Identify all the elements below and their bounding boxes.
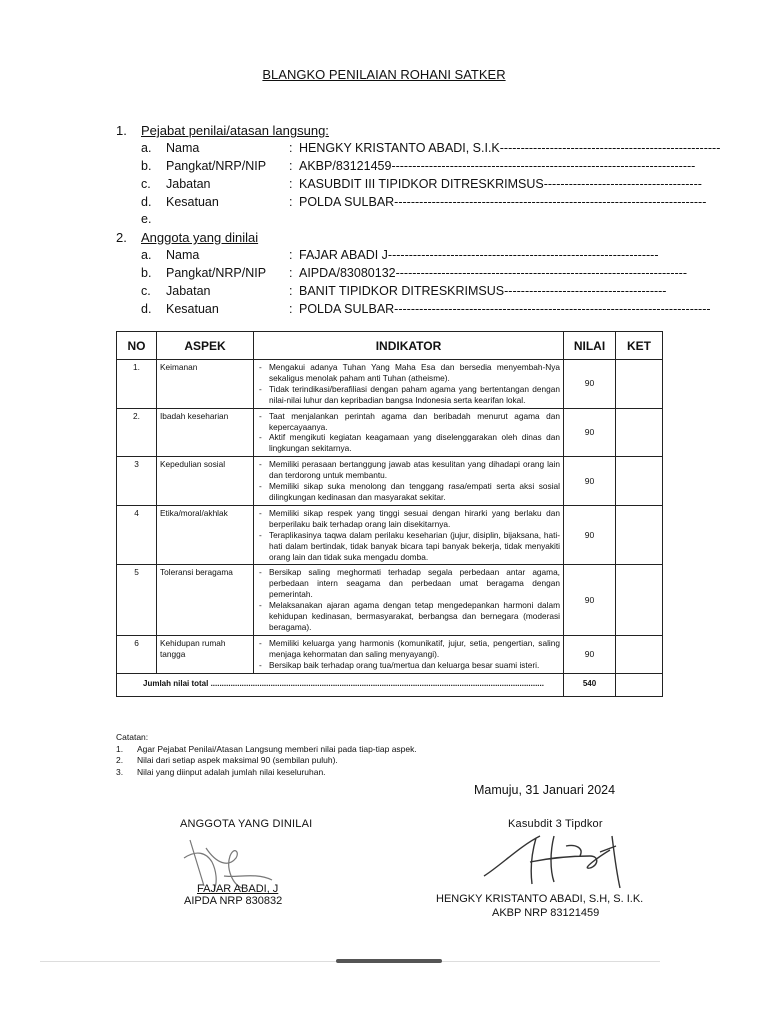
total-label: Jumlah nilai total ...................................................................................................................................................... [117, 673, 564, 696]
table-header-row [117, 332, 663, 360]
table-row [117, 457, 663, 506]
cell-ket [616, 457, 663, 506]
cell-no: 4 [117, 505, 157, 565]
cell-ket [616, 408, 663, 457]
table-row [117, 635, 663, 673]
cell-nilai: 90 [564, 635, 616, 673]
header-nilai: NILAI [564, 332, 616, 360]
indikator-item: - Bersikap baik terhadap orang tua/mertua dan keluarga besar suami isteri. [269, 660, 560, 671]
indikator-item: - Bersikap saling meghormati terhadap segala perbedaan antar agama, perbedaan intern seagama dan perbedaan umat beragama dengan pemerintah. [269, 567, 560, 600]
row-colon: : [289, 284, 293, 298]
row-value: AIPDA/83080132---------------------------------------------------------------------- [299, 266, 687, 280]
note-text: Nilai yang diinput adalah jumlah nilai keseluruhan. [137, 766, 326, 777]
indikator-item: - Taat menjalankan perintah agama dan beribadah menurut agama dan kepercayaanya. [269, 411, 560, 433]
signature-left-label: ANGGOTA YANG DINILAI [180, 818, 313, 830]
cell-ket [616, 635, 663, 673]
row-value: FAJAR ABADI J----------------------------------------------------------------- [299, 248, 659, 262]
place-date: Mamuju, 31 Januari 2024 [474, 783, 616, 797]
footer-mark [336, 959, 442, 963]
notes-heading: Catatan: [116, 732, 149, 742]
cell-nilai: 90 [564, 565, 616, 635]
signature-left-name: FAJAR ABADI, J [197, 883, 279, 895]
section2-heading: Anggota yang dinilai [141, 230, 259, 245]
row-letter: b. [141, 266, 152, 280]
row-label: Pangkat/NRP/NIP [166, 159, 267, 173]
row-label: Nama [166, 248, 200, 262]
row-value: HENGKY KRISTANTO ABADI, S.I.K----------------------------------------------------- [299, 141, 721, 155]
row-label: Kesatuan [166, 195, 219, 209]
cell-aspek: Toleransi beragama [157, 565, 254, 635]
row-letter: a. [141, 141, 152, 155]
assessment-table [116, 331, 663, 697]
indikator-item: - Mengakui adanya Tuhan Yang Maha Esa dan bersedia menyembah-Nya sekaligus menolak paham anti Tuhan (atheisme). [269, 362, 560, 384]
indikator-item: - Memiliki sikap respek yang tinggi sesuai dengan hirarki yang berlaku dan berperilaku baik terhadap orang lain disekitarnya. [269, 508, 560, 530]
row-value: KASUBDIT III TIPIDKOR DITRESKRIMSUS-------------------------------------- [299, 177, 702, 191]
table-row [117, 408, 663, 457]
note-number: 3. [116, 766, 124, 777]
indikator-item: - Aktif mengikuti kegiatan keagamaan yang diselenggarakan oleh dinas dan lingkungan sekitarnya. [269, 432, 560, 454]
row-colon: : [289, 195, 293, 209]
section2-number: 2. [116, 230, 127, 245]
cell-aspek: Kepedulian sosial [157, 457, 254, 506]
section1-number: 1. [116, 123, 127, 138]
header-no: NO [117, 332, 157, 360]
note-item [116, 755, 417, 767]
note-text: Agar Pejabat Penilai/Atasan Langsung memberi nilai pada tiap-tiap aspek. [137, 743, 417, 754]
row-value: BANIT TIPIDKOR DITRESKRIMSUS--------------------------------------- [299, 284, 667, 298]
total-ket [616, 673, 663, 696]
row-colon: : [289, 266, 293, 280]
note-number: 1. [116, 743, 124, 754]
cell-nilai: 90 [564, 408, 616, 457]
cell-aspek: Keimanan [157, 360, 254, 409]
header-ket: KET [616, 332, 663, 360]
notes [116, 732, 417, 778]
cell-ket [616, 505, 663, 565]
row-colon: : [289, 177, 293, 191]
indikator-item: - Memiliki keluarga yang harmonis (komunikatif, jujur, setia, pengertian, saling menjaga kehormatan dan saling menyayangi). [269, 638, 560, 660]
cell-nilai: 90 [564, 360, 616, 409]
cell-indikator [254, 457, 564, 506]
note-item [116, 744, 417, 756]
cell-no: 3 [117, 457, 157, 506]
row-colon: : [289, 302, 293, 316]
row-letter: d. [141, 302, 152, 316]
cell-no: 6 [117, 635, 157, 673]
cell-no: 5 [117, 565, 157, 635]
signature-right-scribble [480, 826, 650, 896]
row-value: POLDA SULBAR--------------------------------------------------------------------------- [299, 195, 707, 209]
row-colon: : [289, 141, 293, 155]
cell-no: 2. [117, 408, 157, 457]
row-label: Jabatan [166, 177, 211, 191]
cell-ket [616, 360, 663, 409]
signature-left-rank: AIPDA NRP 830832 [184, 895, 283, 907]
table-row [117, 505, 663, 565]
total-value: 540 [564, 673, 616, 696]
row-letter: d. [141, 195, 152, 209]
row-letter: c. [141, 177, 151, 191]
row-letter: a. [141, 248, 152, 262]
row-label: Nama [166, 141, 200, 155]
cell-nilai: 90 [564, 505, 616, 565]
row-letter: e. [141, 212, 152, 226]
table-row [117, 360, 663, 409]
row-label: Kesatuan [166, 302, 219, 316]
table-total-row [117, 673, 663, 696]
note-text: Nilai dari setiap aspek maksimal 90 (sembilan puluh). [137, 755, 338, 765]
indikator-item: - Melaksanakan ajaran agama dengan tetap mengedepankan harmoni dalam kehidupan kedinasan, bermasyarakat, berbangsa dan bernegara (moderasi beragama). [269, 600, 560, 633]
table-row [117, 565, 663, 635]
row-colon: : [289, 248, 293, 262]
indikator-item: - Teraplikasinya taqwa dalam perilaku keseharian (jujur, disiplin, bijaksana, hati-hati dalam bertindak, tidak banyak bicara tapi banyak bekerja, tidak menyakiti orang lain dan tidak suka mengadu domba. [269, 530, 560, 563]
row-value: POLDA SULBAR---------------------------------------------------------------------------- [299, 302, 711, 316]
row-value: AKBP/83121459------------------------------------------------------------------------- [299, 159, 696, 173]
document-title: BLANGKO PENILAIAN ROHANI SATKER [262, 67, 506, 82]
cell-indikator [254, 505, 564, 565]
row-letter: c. [141, 284, 151, 298]
cell-indikator [254, 565, 564, 635]
cell-nilai: 90 [564, 457, 616, 506]
indikator-item: - Memiliki perasaan bertanggung jawab atas kesulitan yang dihadapi orang lain dan terdorong untuk membantu. [269, 459, 560, 481]
signature-right-label: Kasubdit 3 Tipdkor [508, 818, 603, 830]
indikator-item: - Tidak terindikasi/berafiliasi dengan paham agama yang bertentangan dengan nilai-nilai luhur dan kepribadian bangsa Indonesia serta kearifan lokal. [269, 384, 560, 406]
header-indikator: INDIKATOR [254, 332, 564, 360]
note-number: 2. [116, 755, 124, 765]
note-item [116, 767, 417, 779]
signature-right-rank: AKBP NRP 83121459 [492, 907, 600, 919]
cell-aspek: Etika/moral/akhlak [157, 505, 254, 565]
row-label: Jabatan [166, 284, 211, 298]
cell-aspek: Ibadah keseharian [157, 408, 254, 457]
header-aspek: ASPEK [157, 332, 254, 360]
cell-indikator [254, 408, 564, 457]
cell-indikator [254, 360, 564, 409]
cell-no: 1. [117, 360, 157, 409]
signature-right-name: HENGKY KRISTANTO ABADI, S.H, S. I.K. [436, 893, 644, 905]
cell-indikator [254, 635, 564, 673]
cell-ket [616, 565, 663, 635]
row-letter: b. [141, 159, 152, 173]
indikator-item: - Memiliki sikap suka menolong dan tenggang rasa/empati serta aksi sosial dilingkungan kedinasan dan masyarakat sekitar. [269, 481, 560, 503]
cell-aspek: Kehidupan rumah tangga [157, 635, 254, 673]
section1-heading: Pejabat penilai/atasan langsung: [141, 123, 329, 138]
row-colon: : [289, 159, 293, 173]
row-label: Pangkat/NRP/NIP [166, 266, 267, 280]
